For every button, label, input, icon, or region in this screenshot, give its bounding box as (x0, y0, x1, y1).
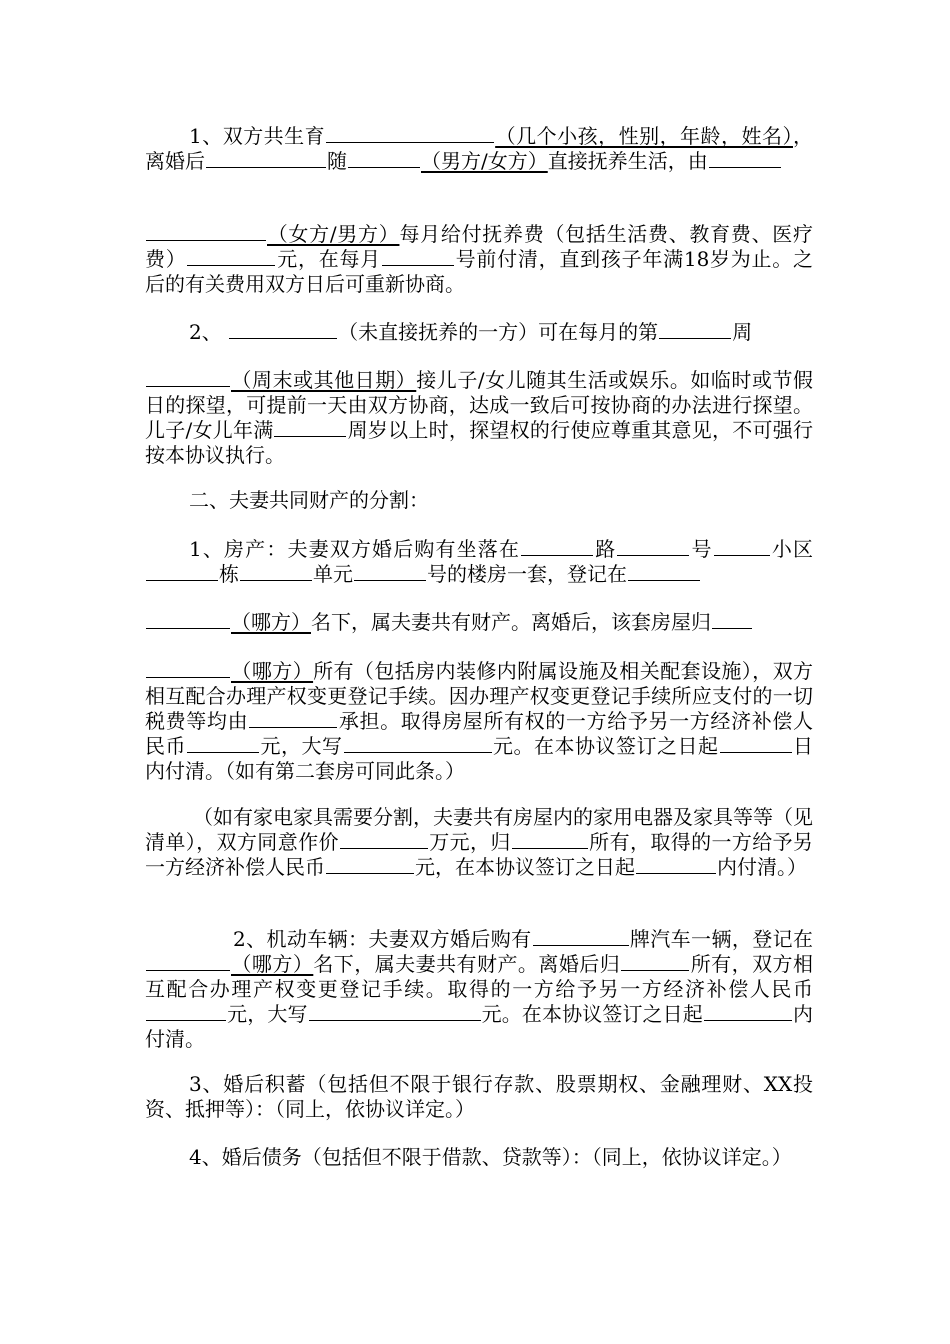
text-segment: 所有，双方相互配合办理产权变更登记手续。取得的一方给予另一方经济补偿人民币 (145, 952, 814, 1001)
text-segment: ，离婚后 (145, 124, 813, 173)
fill-blank[interactable] (354, 562, 426, 581)
fill-blank[interactable] (146, 562, 218, 581)
text-segment: 号的楼房一套，登记在 (427, 562, 627, 586)
paragraph-real-estate-owner (145, 610, 813, 635)
text-segment: 周岁以上时，探望权的行使应尊重其意见，不可强行按本协议执行。 (145, 418, 813, 467)
paragraph-real-estate-transfer (145, 659, 813, 784)
fill-blank[interactable] (512, 830, 588, 849)
text-segment: 元。在本协议签订之日起 (481, 1002, 703, 1026)
fill-blank[interactable] (617, 537, 689, 556)
fill-blank[interactable] (309, 1002, 481, 1021)
fill-blank[interactable] (146, 659, 230, 678)
section-heading-property-division (145, 488, 813, 513)
underlined-hint: （周末或其他日期） (231, 368, 417, 392)
text-segment: 每月给付抚养费（包括生活费、教育费、医疗费） (145, 222, 813, 271)
paragraph-vehicle (145, 927, 813, 1052)
text-segment: 所有（包括房内装修内附属设施及相关配套设施），双方相互配合办理产权变更登记手续。因办理产权变更登记手续所应支付的一切税费等均由 (145, 659, 814, 733)
text-segment: 直接抚养生活，由 (547, 149, 708, 173)
fill-blank[interactable] (229, 320, 337, 339)
fill-blank[interactable] (621, 952, 689, 971)
text-segment: 元，在本协议签订之日起 (415, 855, 635, 879)
text-segment: 元。在本协议签订之日起 (492, 734, 719, 758)
fill-blank[interactable] (709, 149, 781, 168)
text-segment: 内付清。） (717, 855, 807, 879)
underlined-hint: （哪方） (231, 610, 311, 634)
fill-blank[interactable] (146, 1002, 226, 1021)
fill-blank[interactable] (704, 1002, 792, 1021)
paragraph-real-estate (145, 537, 813, 587)
paragraph-savings (145, 1072, 813, 1122)
text-segment: 元，大写 (260, 734, 343, 758)
text-segment: 随 (327, 149, 347, 173)
text-segment: 3、婚后积蓄（包括但不限于银行存款、股票期权、金融理财、XX投资、抵押等）：（同上，依协议详定。） (145, 1072, 813, 1121)
text-segment: 名下，属夫妻共有财产。离婚后归 (313, 952, 621, 976)
fill-blank[interactable] (240, 562, 312, 581)
text-segment: 牌汽车一辆，登记在 (629, 927, 813, 951)
text-segment: 周 (732, 320, 753, 344)
fill-blank[interactable] (146, 368, 230, 387)
text-segment: 1、房产：夫妻双方婚后购有坐落在 (189, 537, 521, 561)
text-segment: 单元 (313, 562, 353, 586)
underlined-hint: （哪方） (231, 952, 314, 976)
fill-blank[interactable] (206, 149, 326, 168)
text-segment: 接儿子/女儿随其生活或娱乐。如临时或节假日的探望，可提前一天由双方协商，达成一致后可按协商的办法进行探望。儿子/女儿年满 (145, 368, 813, 442)
text-segment: 二、夫妻共同财产的分割： (189, 488, 429, 512)
fill-blank[interactable] (521, 537, 593, 556)
fill-blank[interactable] (533, 927, 629, 946)
text-segment: 2、机动车辆：夫妻双方婚后购有 (233, 927, 532, 951)
fill-blank[interactable] (326, 124, 494, 143)
underlined-hint: （哪方） (231, 659, 314, 683)
fill-blank[interactable] (340, 830, 428, 849)
paragraph-debts (145, 1145, 813, 1170)
text-segment: （如有家电家具需要分割，夫妻共有房屋内的家用电器及家具等等（见清单），双方同意作价 (145, 805, 813, 854)
fill-blank[interactable] (344, 734, 492, 753)
paragraph-visitation (145, 320, 813, 345)
fill-blank[interactable] (628, 562, 700, 581)
fill-blank[interactable] (146, 952, 230, 971)
text-segment: 2、 (189, 320, 222, 344)
underlined-hint: （男方/女方） (421, 149, 548, 173)
fill-blank[interactable] (659, 320, 731, 339)
text-segment: 小区 (770, 537, 813, 561)
paragraph-child-custody (145, 124, 813, 174)
fill-blank[interactable] (720, 734, 792, 753)
text-segment: 1、双方共生育 (189, 124, 326, 148)
paragraph-furniture (145, 805, 813, 880)
underlined-hint: （几个小孩，性别，年龄，姓名） (495, 124, 793, 148)
text-segment: 所有，取得的一方给予另一方经济补偿人民币 (145, 830, 814, 879)
fill-blank[interactable] (326, 855, 414, 874)
fill-blank[interactable] (714, 537, 770, 556)
text-segment: 路 (594, 537, 617, 561)
text-segment: 栋 (219, 562, 239, 586)
text-segment: 元，大写 (227, 1002, 308, 1026)
text-segment: 内付清。 (145, 1002, 814, 1051)
text-segment: （未直接抚养的一方）可在每月的第 (338, 320, 659, 344)
fill-blank[interactable] (249, 709, 337, 728)
text-segment: 元，在每月 (276, 247, 381, 271)
underlined-hint: （女方/男方） (267, 222, 400, 246)
text-segment: 日内付清。（如有第二套房可同此条。） (145, 734, 813, 783)
fill-blank[interactable] (146, 610, 230, 629)
text-segment: 号 (690, 537, 713, 561)
paragraph-child-support (145, 222, 813, 297)
text-segment: 万元，归 (428, 830, 511, 854)
fill-blank[interactable] (187, 734, 259, 753)
fill-blank[interactable] (187, 247, 275, 266)
fill-blank[interactable] (274, 418, 346, 437)
text-segment: 承担。取得房屋所有权的一方给予另一方经济补偿人民币 (145, 709, 814, 758)
paragraph-visitation-detail (145, 368, 813, 468)
fill-blank[interactable] (348, 149, 420, 168)
text-segment: 号前付清，直到孩子年满18岁为止。之后的有关费用双方日后可重新协商。 (145, 247, 813, 296)
fill-blank[interactable] (636, 855, 716, 874)
text-segment: 4、婚后债务（包括但不限于借款、贷款等）：（同上，依协议详定。） (189, 1145, 792, 1169)
fill-blank[interactable] (382, 247, 454, 266)
fill-blank[interactable] (146, 222, 266, 241)
text-segment: 名下，属夫妻共有财产。离婚后，该套房屋归 (311, 610, 711, 634)
fill-blank[interactable] (712, 610, 752, 629)
